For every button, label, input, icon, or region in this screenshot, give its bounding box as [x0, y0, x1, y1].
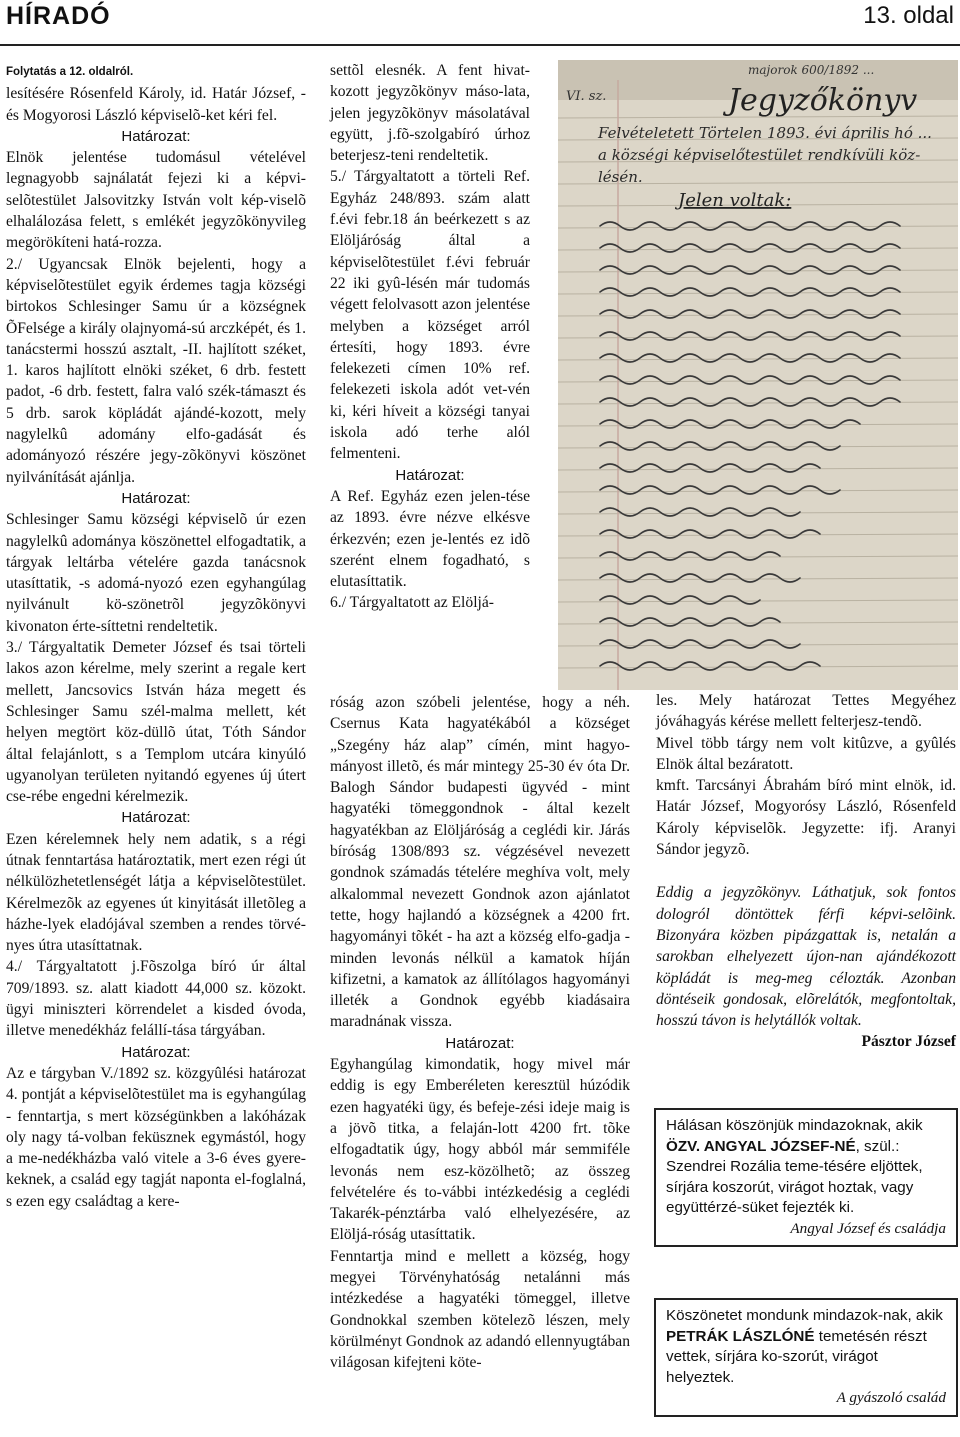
column-2-bottom — [330, 692, 630, 1374]
thanks-text-part: , szül.: Szendrei Rozália teme-tésére eljöttek, sírjára koszorút, virágot hoztak, vagy együttérzé-süket fejezték ki. — [666, 1137, 923, 1216]
thanks-text-part: Köszönetet mondunk mindazok-nak, akik — [666, 1307, 943, 1324]
resolution-heading: Határozat: — [121, 127, 191, 145]
paragraph: Fenntartja mind e mellett a község, hogy megyei Törvényhatóság netalánni más intézkedése a hagyatéki tömeggel, illetve Gondnokkal szemben kötelezõ lészen, mely körülményt Gondnok az adandó ellennyugtában világosan kifejteni köte- — [330, 1247, 630, 1372]
paragraph: 6./ Tárgyaltatott az Elöljá- — [330, 594, 494, 612]
author: Pásztor József — [861, 1033, 956, 1051]
thanks-text-part: temetésén részt vettek, sírjára ko-szorút, virágot helyeztek. — [666, 1327, 927, 1386]
column-1 — [6, 62, 306, 1212]
paragraph: settõl elesnék. A fent hivat-kozott jegyzõkönyv máso-lata, jelen jegyzõkönyv másolatával együtt, j.fõ-szolgabíró úrhoz beterjesz-teni rendeltetik. — [330, 62, 530, 165]
scan-topright-note: majorok 600/1892 ... — [748, 63, 875, 77]
section-title: HÍRADÓ — [6, 2, 111, 30]
paragraph: Egyhangúlag kimondatik, hogy mivel már eddig is egy Emberéleten keresztül húzódik ezen hagyatéki ügy, és befeje-zési ideje maig is a jövõ titka, a felaján-lott 4200 frt. tõke elfogadtatik úgy, hogy abból már semmiféle levonás nem esz-közölhetõ; az összeg felvételére és to-vábbi intézkedésig a ceglédi Takarék-pénztárba való elhelyezésére, az Elöljá-róság utasíttatik. — [330, 1056, 630, 1244]
scan-heading: Jegyzőkönyv — [728, 83, 918, 118]
scan-left-number: VI. sz. — [566, 89, 607, 104]
scan-line: lésén. — [598, 168, 643, 186]
thanks-signature: Angyal József és családja — [790, 1219, 946, 1237]
paragraph: róság azon szóbeli jelentése, hogy a néh. Csernus Kata hagyatékából a községet „Szegény ház alap” címén, mint hagyo-mányost illetõ, és már mintegy 25-30 év óta Dr. Balogh Sándor budapesti ügyvéd - mint hagyatéki tömeggondnok - által kezelt hagyatékban az Elöljáróság a ceglédi kir. Járás bíróság 1308/893 sz. végzésével nevezett gondnok számadás tételére meghíva volt, mely alkalommal nevezett Gondnok azon ajánlatot tette, hogy hajlandó a községnek a 4200 frt. hagyományi tõkét - ha azt a község elfo-gadja - minden levonás nélkül a kamatok híján kifizetni, a kamatok az állítólagos hagyományi illeték a Gondnok egyébb kiadásaira maradnának vissza. — [330, 694, 630, 1031]
resolution-heading: Határozat: — [121, 1043, 191, 1061]
paragraph: Mivel több tárgy nem volt kitûzve, a gyûlés Elnök által bezáratott. — [656, 734, 956, 773]
paragraph: Elnök jelentése tudomásul vételével legnagyobb sajnálatát fejezi ki a képvi-selõtestület Jalsovitzky István volt kép-viselõ elhalálozása felett, s emlékét jegyzõkönyvileg megörökíteni hatá-rozza. — [6, 149, 306, 252]
minutes-scan-image — [558, 60, 958, 690]
paragraph: kmft. Tarcsányi Ábrahám bíró mint elnök, id. Határ József, Mogyorósy László, Rósenfeld Károly képviselõk. Jegyzette: ifj. Aranyi Sándor jegyzõ. — [656, 777, 956, 859]
deceased-name: PETRÁK LÁSZLÓNÉ — [666, 1327, 815, 1345]
deceased-name: ÖZV. ANGYAL JÓZSEF-NÉ — [666, 1137, 856, 1155]
resolution-heading: Határozat: — [395, 466, 465, 484]
thanks-text — [666, 1306, 946, 1388]
page-number: 13. oldal — [863, 2, 954, 29]
thanks-text-part: Hálásan köszönjük mindazoknak, akik — [666, 1117, 923, 1134]
paragraph: Az e tárgyban V./1892 sz. közgyûlési határozat 4. pontját a képviselõtestület ma is egyhangúlag - fenntartja, s mert községünkben a lakóházak oly nagy tá-volban feküsznek egymástól, hogy a me-nedékházba való vitele a 3-6 éves gyere-keknek, a család egy tagját naponta el-foglalná, s ezen egy családtag a kere- — [6, 1064, 306, 1210]
paragraph: 2./ Ugyancsak Elnök bejelenti, hogy a képviselõtestület egyik érdemes tagja községi birtokos Schlesinger Samu úr a községnek ÕFelsége a király olajnyomá-sú arczképét, és 1. tanácstermi hosszú asztalt, -II. hajlított széket, 1. karos hajlított elnöki széket, 6 drb. festett padot, -6 drb. festett, falra való szék-támaszt és 5 drb. sarok köpládát ajándé-kozott, mely nagylelkû adomány elfo-gadását és adományozó részére jegy-zõkönyvi köszönet nyilvánítását ajánlja. — [6, 255, 306, 486]
paragraph: A Ref. Egyház ezen jelen-tése az 1893. évre nézve elkésve érkezvén; ezen je-lentés ez idõ szerént elnem fogadható, s elutasíttatik. — [330, 487, 530, 591]
scan-line: a községi képviselőtestület rendkívüli köz- — [598, 146, 921, 164]
paragraph: 3./ Tárgyaltatik Demeter József és tsai törteli lakos azon kérelme, mely szerint a regale kert mellett, Jancsovics István háza megett és Schlesinger Samu szél-malma mellett, két helyen megtört köz-düllõ útat, Tóth Sándor által felajánlott, s a Templom utcára kinyúló ugyanolyan területen nyitandó egyenes új útert cse-rébe engedni kérelmezik. — [6, 639, 306, 806]
paragraph: lesítésére Rósenfeld Károly, id. Határ József, - és Mogyorosi László képviselõ-ket kéri fel. — [6, 85, 306, 124]
column-3 — [656, 690, 956, 1053]
paragraph: Schlesinger Samu községi képviselõ úr ezen nagylelkû adománya köszönettel elfogadtatik, a tárgyak leltárba vételére gazda tanácsnok utasíttatik, -s adomá-nyozó ezen egyhangúlag nyilvánult kö-szönetrõl jegyzõkönyvi kivonaton érte-síttetni rendeltetik. — [6, 511, 306, 635]
column-2-top — [330, 60, 530, 614]
paragraph: les. Mely határozat Tettes Megyéhez jóváhagyás kérése mellett felterjesz-tendõ. — [656, 692, 956, 731]
thanks-text — [666, 1116, 946, 1219]
paragraph: 5./ Tárgyaltatott a törteli Ref. Egyház 248/893. szám alatt f.évi febr.18 án beérkezett s az Elöljáróság által a képviselõtestület f.évi február 22 iki gyû-lésén már tudomás végett felolvasott azon jelentése melyben a községet arról értesíti, hogy 1893. évre felekezeti címen 10% ref. felekezeti iskola adót vet-vén ki, kéri híveit a községi tanyai iskola adó terhe alól felmenteni. — [330, 168, 530, 463]
thanks-box-2 — [654, 1298, 958, 1417]
paragraph: Ezen kérelemnek hely nem adatik, s a régi útnak fenntartása határoztatik, mert ezen régi út nélkülözhetetlenségét látja a képviselõtestület. Kérelmezõk az egyenes út kinyitását illetõleg a házhe-lyek eladójával szemben a rendes törvé-nyes útra utasíttatnak. — [6, 830, 306, 955]
page-header — [0, 0, 960, 46]
commentary — [656, 882, 956, 1051]
thanks-box-1 — [654, 1108, 958, 1247]
resolution-heading: Határozat: — [445, 1034, 515, 1052]
resolution-heading: Határozat: — [121, 489, 191, 507]
scan-line: Felvételetett Törtelen 1893. évi április hó ... — [598, 124, 932, 142]
thanks-signature: A gyászoló család — [836, 1389, 946, 1406]
scan-present: Jelen voltak: — [678, 190, 792, 211]
resolution-heading: Határozat: — [121, 809, 191, 827]
continued-note: Folytatás a 12. oldalról. — [6, 66, 134, 78]
paragraph: 4./ Tárgyaltatott j.Fõszolga bíró úr által 709/1893. sz. alatt kiadott 44,000 sz. közokt. ügyi miniszteri körrendelet a kisded óvoda, illetve menedékház felállí-tása tárgyában. — [6, 958, 306, 1040]
commentary-text: Eddig a jegyzõkönyv. Láthatjuk, sok fontos dologról döntöttek férfi képvi-selõink. Bizonyára közben pipázgattak is, netalán a sarokban elhelyezett újon-nan ajándékozott köpládát is meg-meg célozták. Azonban döntéseik gondosak, elõrelátók, megfontoltak, hosszú távon is helytállók voltak. — [656, 884, 956, 1030]
